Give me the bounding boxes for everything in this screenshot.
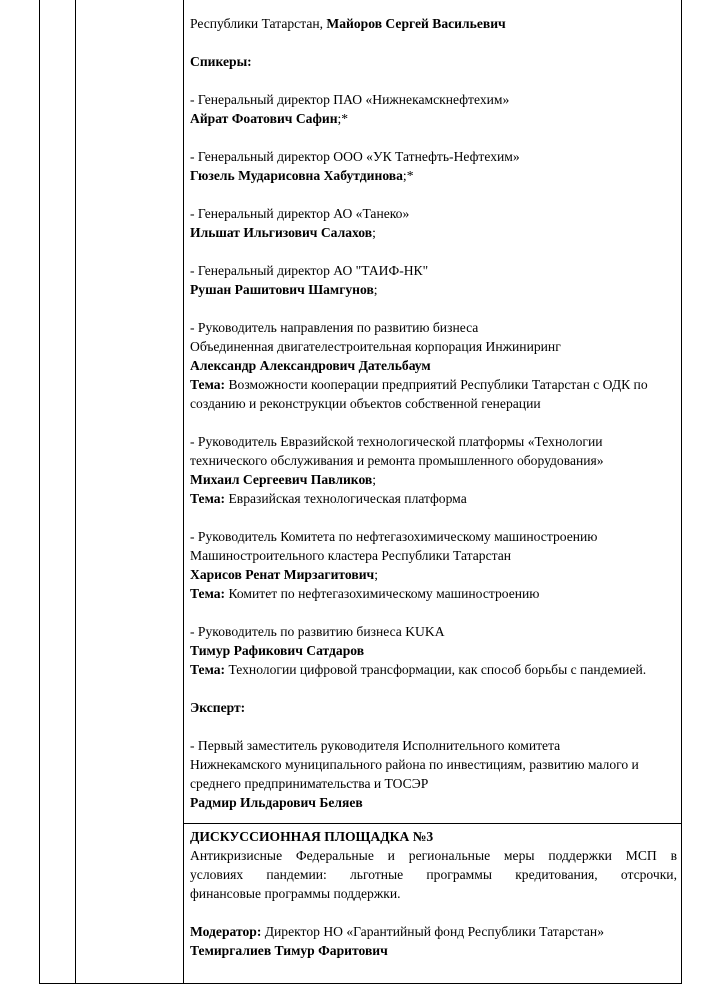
discussion-title: ДИСКУССИОННАЯ ПЛОЩАДКА №3 [190,829,434,844]
topic-label: Тема: [190,491,226,506]
speaker-role: - Генеральный директор ООО «УК Татнефть-Нефтехим» [190,149,520,164]
speaker-topic-cont: созданию и реконструкции объектов собственной генерации [190,396,541,411]
moderator-label: Модератор: [190,924,262,939]
speaker-role: - Руководитель Комитета по нефтегазохимическому машиностроению [190,529,598,544]
speaker-topic: Тема: Возможности кооперации предприятий Республики Татарстан с ОДК по [190,377,648,392]
topic-label: Тема: [190,377,226,392]
moderator-name: Темиргалиев Тимур Фаритович [190,943,388,958]
table-border-right [681,0,682,984]
speaker-topic: Тема: Технологии цифровой трансформации, как способ борьбы с пандемией. [190,662,647,677]
speaker-entry: Рушан Рашитович Шамгунов; [190,282,378,297]
speaker-role: - Руководитель по развитию бизнеса KUKA [190,624,445,639]
speakers-heading: Спикеры: [190,54,252,69]
topic-label: Тема: [190,662,226,677]
table-border-col3 [183,0,184,984]
table-border-col2 [75,0,76,984]
discussion-description-end: финансовые программы поддержки. [190,886,401,901]
discussion-description-cont: условиях пандемии: льготные программы кредитования, отсрочки, [190,867,677,882]
speaker-role-cont: технического обслуживания и ремонта промышленного оборудования» [190,453,604,468]
topic-label: Тема: [190,586,226,601]
expert-role-cont: среднего предпринимательства и ТОСЭР [190,776,429,791]
expert-heading: Эксперт: [190,700,246,715]
speaker-entry: Харисов Ренат Мирзагитович; [190,567,378,582]
speaker-org: Объединенная двигателестроительная корпорация Инжиниринг [190,339,561,354]
speaker-name: Тимур Рафикович Сатдаров [190,643,365,658]
speaker-role: - Генеральный директор ПАО «Нижнекамскнефтехим» [190,92,510,107]
speaker-topic: Тема: Комитет по нефтегазохимическому машиностроению [190,586,540,601]
speaker-entry: Ильшат Ильгизович Салахов; [190,225,376,240]
discussion-cell [190,827,677,960]
speaker-name: Рушан Рашитович Шамгунов [190,282,374,297]
table-border-bottom [39,983,682,984]
speaker-role: - Генеральный директор АО "ТАИФ-НК" [190,263,429,278]
row-divider [183,823,682,824]
speaker-name: Харисов Ренат Мирзагитович [190,567,375,582]
expert-role: - Первый заместитель руководителя Исполнительного комитета [190,738,561,753]
moderator-line: Модератор: Директор НО «Гарантийный фонд Республики Татарстан» [190,924,604,939]
moderator-name: Майоров Сергей Васильевич [326,16,506,31]
speaker-name: Айрат Фоатович Сафин [190,111,338,126]
speaker-role: - Руководитель направления по развитию бизнеса [190,320,479,335]
speaker-role: - Генеральный директор АО «Танеко» [190,206,410,221]
expert-name: Радмир Ильдарович Беляев [190,795,363,810]
speaker-name: Ильшат Ильгизович Салахов [190,225,373,240]
speaker-entry: Айрат Фоатович Сафин;* [190,111,349,126]
expert-role-cont: Нижнекамского муниципального района по инвестициям, развитию малого и [190,757,639,772]
table-border-left [39,0,40,984]
speakers-cell [190,14,677,812]
speaker-name: Михаил Сергеевич Павликов [190,472,373,487]
speaker-entry: Гюзель Мударисовна Хабутдинова;* [190,168,414,183]
discussion-description: Антикризисные Федеральные и региональные меры поддержки МСП в [190,848,677,863]
moderator-continuation: Республики Татарстан, Майоров Сергей Васильевич [190,16,506,31]
speaker-topic: Тема: Евразийская технологическая платформа [190,491,467,506]
speaker-name: Александр Александрович Дательбаум [190,358,431,373]
speaker-role: - Руководитель Евразийской технологической платформы «Технологии [190,434,603,449]
speaker-org: Машиностроительного кластера Республики Татарстан [190,548,512,563]
speaker-entry: Михаил Сергеевич Павликов; [190,472,377,487]
speaker-name: Гюзель Мударисовна Хабутдинова [190,168,403,183]
